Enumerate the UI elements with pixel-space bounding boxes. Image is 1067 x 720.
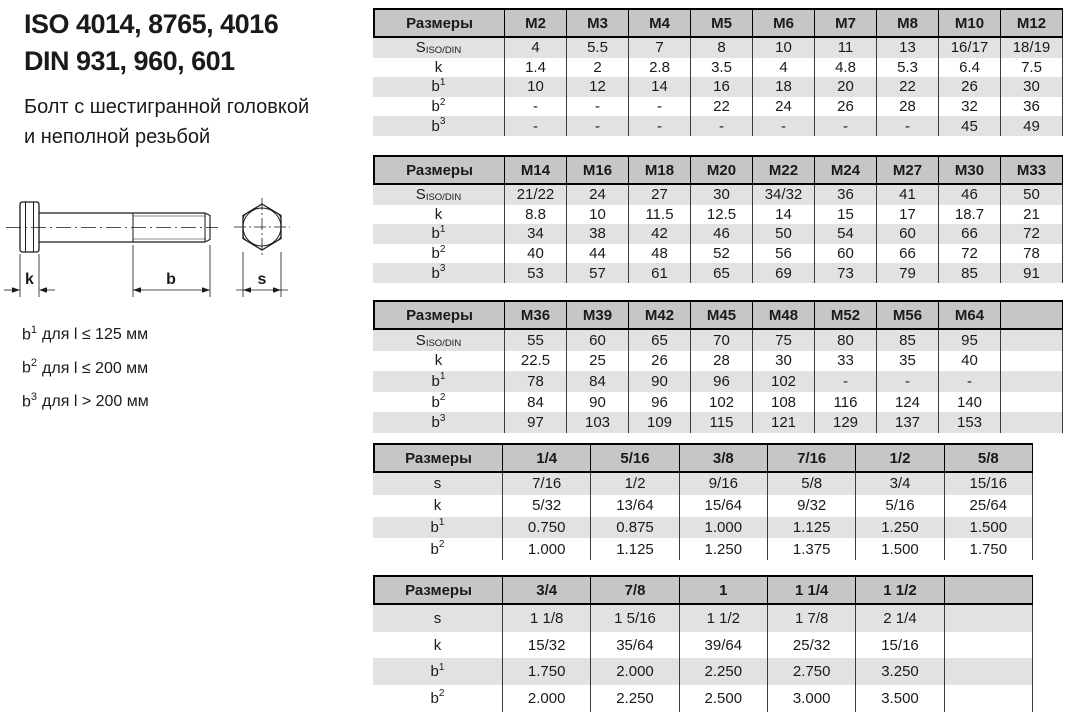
data-cell: 1.375 (768, 538, 856, 560)
title-line-iso: ISO 4014, 8765, 4016 (24, 9, 279, 39)
s-dimension-label: s (257, 271, 267, 288)
data-cell: 26 (629, 351, 691, 372)
data-cell: 11.5 (629, 205, 691, 225)
data-cell (1001, 392, 1063, 413)
column-header: M48 (753, 300, 815, 330)
column-header: M33 (1001, 155, 1063, 185)
bolt-end-view (234, 198, 290, 256)
row-label: b 2 (373, 538, 503, 560)
data-cell: 1.750 (945, 538, 1033, 560)
data-cell: 4 (505, 38, 567, 58)
data-cell: 54 (815, 224, 877, 244)
data-cell: 24 (753, 97, 815, 117)
data-cell: 14 (629, 77, 691, 97)
bolt-technical-drawing (0, 185, 312, 311)
data-cell: 46 (691, 224, 753, 244)
data-cell: 78 (505, 371, 567, 392)
data-cell: - (815, 371, 877, 392)
data-cell: 26 (815, 97, 877, 117)
column-header: M2 (505, 8, 567, 38)
data-cell: - (691, 116, 753, 136)
data-cell: 12 (567, 77, 629, 97)
data-cell: 5/32 (503, 495, 591, 517)
data-cell: 69 (753, 263, 815, 283)
data-cell: 61 (629, 263, 691, 283)
table-imperial-quarter-to-fiveeighths (373, 443, 1033, 560)
data-cell: 18 (753, 77, 815, 97)
data-cell: 7 (629, 38, 691, 58)
data-cell: 55 (505, 330, 567, 351)
data-cell: 72 (939, 244, 1001, 264)
data-cell: - (505, 116, 567, 136)
data-cell: 1.125 (591, 538, 679, 560)
table-corner-header: Размеры (373, 575, 503, 605)
column-header: 1/4 (503, 443, 591, 473)
data-cell: 36 (815, 185, 877, 205)
column-header: M10 (939, 8, 1001, 38)
row-label: S ISO/DIN (373, 185, 505, 205)
dimension-k (4, 254, 55, 297)
b-dimension-label: b (166, 271, 176, 288)
document-title (24, 6, 278, 80)
data-cell: 91 (1001, 263, 1063, 283)
column-header: M8 (877, 8, 939, 38)
data-cell: 15/16 (945, 473, 1033, 495)
data-cell: 60 (567, 330, 629, 351)
data-cell: 16 (691, 77, 753, 97)
data-cell: 15/16 (856, 632, 944, 659)
data-cell: 9/16 (680, 473, 768, 495)
data-cell: 34 (505, 224, 567, 244)
data-cell: 108 (753, 392, 815, 413)
data-cell: 85 (877, 330, 939, 351)
data-cell: 30 (691, 185, 753, 205)
data-cell: 26 (939, 77, 1001, 97)
data-cell: 40 (939, 351, 1001, 372)
column-header: 3/4 (503, 575, 591, 605)
dimension-b (133, 245, 210, 297)
data-cell: 10 (753, 38, 815, 58)
column-header: M16 (567, 155, 629, 185)
column-header: M14 (505, 155, 567, 185)
data-cell: 66 (877, 244, 939, 264)
data-cell: 27 (629, 185, 691, 205)
data-cell: 1 7/8 (768, 605, 856, 632)
data-cell: 10 (567, 205, 629, 225)
data-cell: 28 (877, 97, 939, 117)
data-cell: 35 (877, 351, 939, 372)
notes (22, 316, 149, 416)
data-cell: 140 (939, 392, 1001, 413)
data-cell: 13 (877, 38, 939, 58)
data-cell: 0.875 (591, 517, 679, 539)
note-b3-base: b (22, 392, 31, 410)
data-cell: 30 (753, 351, 815, 372)
data-cell: 21 (1001, 205, 1063, 225)
k-dimension-label: k (25, 271, 34, 288)
data-cell: 8.8 (505, 205, 567, 225)
column-header: 7/8 (591, 575, 679, 605)
column-header: 1 1/2 (856, 575, 944, 605)
data-cell: 56 (753, 244, 815, 264)
data-cell: 25 (567, 351, 629, 372)
column-header: M27 (877, 155, 939, 185)
data-cell: 72 (1001, 224, 1063, 244)
data-cell: 1.250 (856, 517, 944, 539)
data-cell: 45 (939, 116, 1001, 136)
data-cell: 22 (877, 77, 939, 97)
data-cell: 60 (815, 244, 877, 264)
subtitle-line-2: и неполной резьбой (24, 126, 211, 148)
data-cell: 1 1/8 (503, 605, 591, 632)
data-cell: 102 (691, 392, 753, 413)
data-cell: 33 (815, 351, 877, 372)
data-cell: 2 (567, 58, 629, 78)
data-cell: 1.000 (680, 517, 768, 539)
data-cell: 1/2 (591, 473, 679, 495)
data-cell (945, 685, 1033, 712)
data-cell: 103 (567, 412, 629, 433)
data-cell (945, 632, 1033, 659)
data-cell: 18.7 (939, 205, 1001, 225)
data-cell: 97 (505, 412, 567, 433)
data-cell: - (629, 97, 691, 117)
data-cell: 40 (505, 244, 567, 264)
data-cell: 36 (1001, 97, 1063, 117)
data-cell: 109 (629, 412, 691, 433)
data-cell: 34/32 (753, 185, 815, 205)
row-label: b 3 (373, 263, 505, 283)
column-header: 3/8 (680, 443, 768, 473)
row-label: b 2 (373, 392, 505, 413)
data-cell: 75 (753, 330, 815, 351)
data-cell: 73 (815, 263, 877, 283)
data-cell: 35/64 (591, 632, 679, 659)
data-cell: 14 (753, 205, 815, 225)
column-header: M45 (691, 300, 753, 330)
data-cell (1001, 412, 1063, 433)
data-cell: 65 (691, 263, 753, 283)
table-metric-m36-m64 (373, 300, 1063, 433)
table-metric-m14-m33 (373, 155, 1063, 283)
row-label: b 1 (373, 224, 505, 244)
data-cell (945, 605, 1033, 632)
data-cell: 32 (939, 97, 1001, 117)
title-line-din: DIN 931, 960, 601 (24, 46, 235, 76)
data-cell: 44 (567, 244, 629, 264)
column-header: M5 (691, 8, 753, 38)
dimension-s (236, 252, 288, 297)
data-cell: 53 (505, 263, 567, 283)
data-cell: 70 (691, 330, 753, 351)
data-cell: 102 (753, 371, 815, 392)
data-cell: 129 (815, 412, 877, 433)
data-cell (1001, 330, 1063, 351)
data-cell: 90 (629, 371, 691, 392)
table-corner-header: Размеры (373, 8, 505, 38)
data-cell: 48 (629, 244, 691, 264)
note-b1-text: для l ≤ 125 мм (42, 326, 149, 344)
subtitle-line-1: Болт с шестигранной головкой (24, 96, 310, 118)
row-label: s (373, 473, 503, 495)
data-cell: 0.750 (503, 517, 591, 539)
data-cell: 1.125 (768, 517, 856, 539)
row-label: b 1 (373, 371, 505, 392)
row-label: s (373, 605, 503, 632)
table-corner-header: Размеры (373, 443, 503, 473)
row-label: b 1 (373, 658, 503, 685)
data-cell (945, 658, 1033, 685)
note-b2-text: для l ≤ 200 мм (42, 359, 149, 377)
data-cell: 3.500 (856, 685, 944, 712)
data-cell: 115 (691, 412, 753, 433)
data-cell: 2.000 (591, 658, 679, 685)
note-b3-sup: 3 (30, 390, 38, 403)
column-header: 5/8 (945, 443, 1033, 473)
row-label: b 2 (373, 97, 505, 117)
data-cell: 90 (567, 392, 629, 413)
data-cell: 1 1/2 (680, 605, 768, 632)
data-cell: 7.5 (1001, 58, 1063, 78)
table-metric-m2-m12 (373, 8, 1063, 136)
data-cell: 3.5 (691, 58, 753, 78)
data-cell: 84 (505, 392, 567, 413)
data-cell: 65 (629, 330, 691, 351)
data-cell: 1 5/16 (591, 605, 679, 632)
column-header: M22 (753, 155, 815, 185)
data-cell: 41 (877, 185, 939, 205)
data-cell: 52 (691, 244, 753, 264)
data-cell: 137 (877, 412, 939, 433)
row-label: k (373, 495, 503, 517)
row-label: k (373, 632, 503, 659)
data-cell: 124 (877, 392, 939, 413)
column-header: 1 1/4 (768, 575, 856, 605)
data-cell: - (815, 116, 877, 136)
data-cell: 50 (1001, 185, 1063, 205)
column-header: M18 (629, 155, 691, 185)
data-cell: 3/4 (856, 473, 944, 495)
column-header: M56 (877, 300, 939, 330)
row-label: b 3 (373, 412, 505, 433)
data-cell: 39/64 (680, 632, 768, 659)
row-label: k (373, 205, 505, 225)
note-b1 (22, 316, 149, 349)
document-subtitle (24, 92, 309, 152)
data-cell: 18/19 (1001, 38, 1063, 58)
column-header: M36 (505, 300, 567, 330)
data-cell: 17 (877, 205, 939, 225)
column-header (1001, 300, 1063, 330)
data-cell: 2.000 (503, 685, 591, 712)
note-b3-text: для l > 200 мм (42, 392, 149, 410)
data-cell: 4 (753, 58, 815, 78)
data-cell: 57 (567, 263, 629, 283)
data-cell: 28 (691, 351, 753, 372)
data-cell: 25/32 (768, 632, 856, 659)
column-header: M7 (815, 8, 877, 38)
data-cell: 22 (691, 97, 753, 117)
data-cell (1001, 351, 1063, 372)
data-cell: 9/32 (768, 495, 856, 517)
column-header: M6 (753, 8, 815, 38)
data-cell: 46 (939, 185, 1001, 205)
data-cell: 1.750 (503, 658, 591, 685)
data-cell: 11 (815, 38, 877, 58)
row-label: k (373, 351, 505, 372)
data-cell: - (753, 116, 815, 136)
data-cell: 21/22 (505, 185, 567, 205)
data-cell: 2.500 (680, 685, 768, 712)
data-cell: 42 (629, 224, 691, 244)
column-header: M24 (815, 155, 877, 185)
data-cell: 96 (691, 371, 753, 392)
column-header: 5/16 (591, 443, 679, 473)
note-b1-sup: 1 (30, 324, 38, 336)
data-cell: 95 (939, 330, 1001, 351)
column-header: 1 (680, 575, 768, 605)
data-cell: 66 (939, 224, 1001, 244)
data-cell: 4.8 (815, 58, 877, 78)
data-cell: 15 (815, 205, 877, 225)
note-b2-sup: 2 (30, 357, 38, 370)
data-cell: 25/64 (945, 495, 1033, 517)
note-b1-base: b (22, 326, 31, 344)
data-cell: 5/8 (768, 473, 856, 495)
data-cell: 2.250 (680, 658, 768, 685)
data-cell: 2.250 (591, 685, 679, 712)
data-cell: 15/64 (680, 495, 768, 517)
data-cell: 78 (1001, 244, 1063, 264)
data-cell: 3.250 (856, 658, 944, 685)
data-cell: 116 (815, 392, 877, 413)
data-cell: - (877, 371, 939, 392)
row-label: S ISO/DIN (373, 330, 505, 351)
data-cell: 50 (753, 224, 815, 244)
data-cell: 1.250 (680, 538, 768, 560)
note-b2 (22, 349, 149, 382)
data-cell: 6.4 (939, 58, 1001, 78)
note-b2-base: b (22, 359, 31, 377)
data-cell: 38 (567, 224, 629, 244)
data-cell: - (629, 116, 691, 136)
row-label: b 2 (373, 244, 505, 264)
data-cell: - (567, 97, 629, 117)
data-cell: - (567, 116, 629, 136)
column-header: M30 (939, 155, 1001, 185)
column-header (945, 575, 1033, 605)
data-cell: 153 (939, 412, 1001, 433)
data-cell: 5.5 (567, 38, 629, 58)
data-cell: 79 (877, 263, 939, 283)
data-cell: - (939, 371, 1001, 392)
column-header: M39 (567, 300, 629, 330)
data-cell: 13/64 (591, 495, 679, 517)
data-cell (1001, 371, 1063, 392)
column-header: M52 (815, 300, 877, 330)
note-b3 (22, 383, 149, 416)
row-label: b 1 (373, 517, 503, 539)
column-header: M12 (1001, 8, 1063, 38)
data-cell: 5/16 (856, 495, 944, 517)
table-corner-header: Размеры (373, 300, 505, 330)
data-cell: 8 (691, 38, 753, 58)
row-label: b 3 (373, 116, 505, 136)
row-label: k (373, 58, 505, 78)
data-cell: - (505, 97, 567, 117)
column-header: M3 (567, 8, 629, 38)
data-cell: 10 (505, 77, 567, 97)
data-cell: 80 (815, 330, 877, 351)
data-cell: 1.500 (945, 517, 1033, 539)
data-cell: 1.000 (503, 538, 591, 560)
column-header: 7/16 (768, 443, 856, 473)
data-cell: 22.5 (505, 351, 567, 372)
data-cell: 5.3 (877, 58, 939, 78)
data-cell: 96 (629, 392, 691, 413)
row-label: S ISO/DIN (373, 38, 505, 58)
data-cell: 2.750 (768, 658, 856, 685)
data-cell: 2.8 (629, 58, 691, 78)
column-header: M4 (629, 8, 691, 38)
table-imperial-threequarters-to-oneandhalf (373, 575, 1033, 712)
data-cell: 3.000 (768, 685, 856, 712)
data-cell: 12.5 (691, 205, 753, 225)
data-cell: 16/17 (939, 38, 1001, 58)
data-cell: 15/32 (503, 632, 591, 659)
data-cell: 60 (877, 224, 939, 244)
column-header: M20 (691, 155, 753, 185)
data-cell: - (877, 116, 939, 136)
data-cell: 1.500 (856, 538, 944, 560)
column-header: M64 (939, 300, 1001, 330)
data-cell: 1.4 (505, 58, 567, 78)
column-header: M42 (629, 300, 691, 330)
data-cell: 49 (1001, 116, 1063, 136)
data-cell: 30 (1001, 77, 1063, 97)
table-corner-header: Размеры (373, 155, 505, 185)
data-cell: 85 (939, 263, 1001, 283)
data-cell: 2 1/4 (856, 605, 944, 632)
data-cell: 7/16 (503, 473, 591, 495)
data-cell: 84 (567, 371, 629, 392)
data-cell: 121 (753, 412, 815, 433)
row-label: b 2 (373, 685, 503, 712)
bolt-side-view (6, 202, 218, 252)
row-label: b 1 (373, 77, 505, 97)
column-header: 1/2 (856, 443, 944, 473)
data-cell: 24 (567, 185, 629, 205)
data-cell: 20 (815, 77, 877, 97)
